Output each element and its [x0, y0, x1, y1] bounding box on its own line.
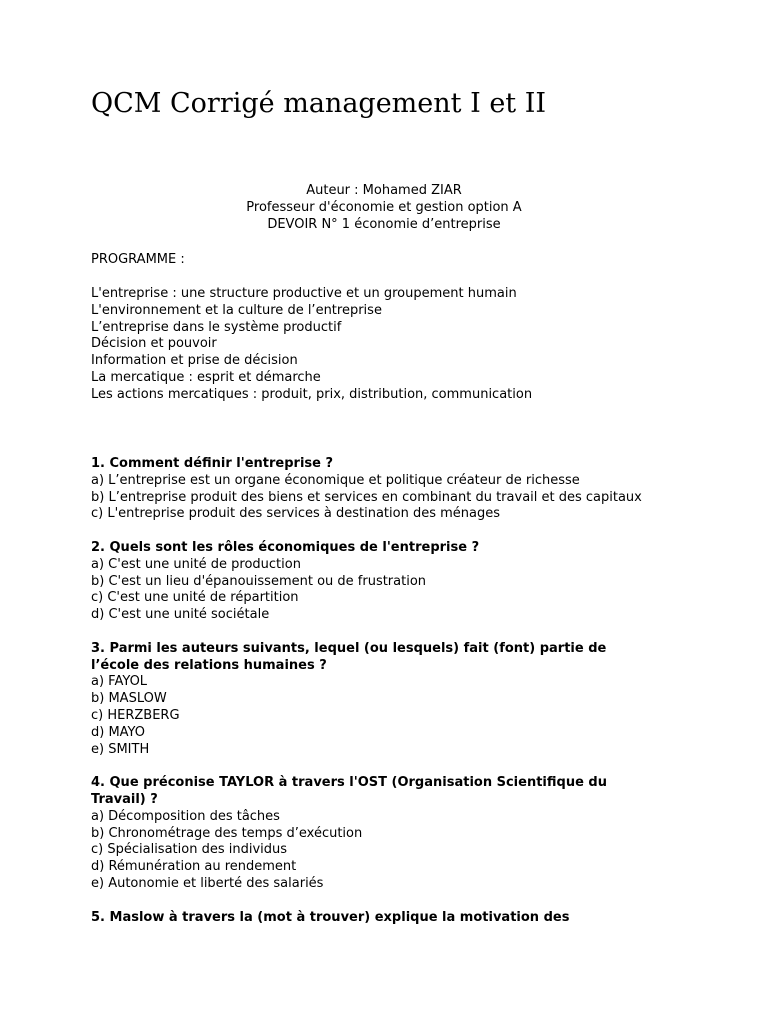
answer-option: b) Chronométrage des temps d’exécution	[91, 825, 363, 841]
document-title: QCM Corrigé management I et II	[91, 88, 547, 119]
answer-options	[91, 557, 651, 624]
answer-option: a) C'est une unité de production	[91, 556, 301, 572]
question-text: 1. Comment définir l'entreprise ?	[91, 456, 334, 471]
answer-option: d) C'est une unité sociétale	[91, 607, 270, 623]
answer-option: e) SMITH	[91, 741, 150, 757]
answer-option: a) FAYOL	[91, 674, 148, 690]
programme-label: PROGRAMME :	[91, 252, 185, 267]
programme-item: L'environnement et la culture de l’entreprise	[91, 302, 382, 318]
programme-item: La mercatique : esprit et démarche	[91, 369, 321, 385]
programme-list	[91, 286, 532, 404]
question-2	[91, 540, 651, 624]
answer-option: c) C'est une unité de répartition	[91, 590, 299, 606]
answer-option: b) MASLOW	[91, 691, 167, 707]
answer-option: a) Décomposition des tâches	[91, 808, 280, 824]
answer-option: c) Spécialisation des individus	[91, 842, 288, 858]
answer-option: b) L’entreprise produit des biens et services en combinant du travail et des capitaux	[91, 489, 642, 505]
answer-option: d) Rémunération au rendement	[91, 859, 297, 875]
answer-options	[91, 674, 651, 758]
questions-section	[91, 456, 651, 943]
author-block	[0, 183, 768, 233]
answer-option: d) MAYO	[91, 724, 146, 740]
programme-item: Les actions mercatiques : produit, prix, distribution, communication	[91, 386, 533, 402]
programme-item: Décision et pouvoir	[91, 336, 217, 352]
answer-options	[91, 473, 651, 523]
answer-option: b) C'est un lieu d'épanouissement ou de frustration	[91, 573, 427, 589]
question-text: 4. Que préconise TAYLOR à travers l'OST (Organisation Scientifique du Travail) ?	[91, 775, 607, 807]
programme-item: Information et prise de décision	[91, 353, 298, 369]
answer-option: c) L'entreprise produit des services à destination des ménages	[91, 506, 501, 522]
programme-item: L’entreprise dans le système productif	[91, 319, 342, 335]
question-text: 2. Quels sont les rôles économiques de l'entreprise ?	[91, 539, 480, 555]
question-text: 5. Maslow à travers la (mot à trouver) explique la motivation des	[91, 909, 570, 925]
programme-item: L'entreprise : une structure productive et un groupement humain	[91, 286, 517, 301]
author-position-line: Professeur d'économie et gestion option A	[246, 199, 522, 215]
answer-options	[91, 809, 651, 893]
answer-option: a) L’entreprise est un organe économique et politique créateur de richesse	[91, 472, 580, 488]
author-line: Auteur : Mohamed ZIAR	[306, 183, 462, 198]
assignment-line: DEVOIR N° 1 économie d’entreprise	[267, 216, 501, 232]
question-4	[91, 775, 651, 893]
answer-option: c) HERZBERG	[91, 707, 180, 723]
question-5	[91, 910, 651, 927]
question-1	[91, 456, 651, 523]
answer-option: e) Autonomie et liberté des salariés	[91, 875, 324, 891]
question-3	[91, 641, 651, 759]
question-text: 3. Parmi les auteurs suivants, lequel (ou lesquels) fait (font) partie de l’école des relations humaines ?	[91, 640, 607, 673]
